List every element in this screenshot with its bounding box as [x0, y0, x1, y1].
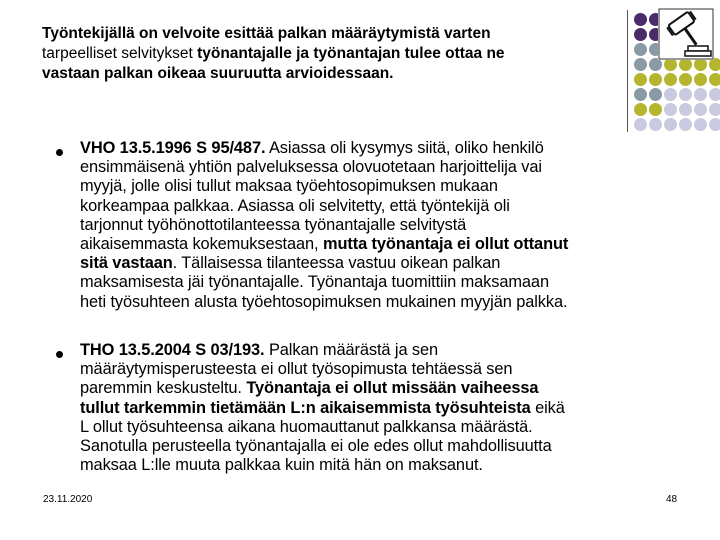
text-line — [42, 24, 612, 44]
text-line — [80, 254, 690, 273]
text-line — [80, 197, 690, 216]
text-line — [80, 216, 690, 235]
text-line — [80, 235, 690, 254]
bold-text-run: vastaan palkan oikeaa suuruutta arvioidessaan. — [42, 65, 394, 82]
slide-title — [42, 24, 612, 84]
bullet-paragraph-vho — [80, 139, 690, 312]
bold-text-run: Työnantaja ei ollut missään vaiheessa — [246, 379, 539, 398]
decorative-dot — [679, 118, 692, 131]
text-run: L ollut työsuhteensa aikana huomauttanut palkkansa määrästä. — [80, 417, 533, 436]
text-run: maksamisesta jäi työnantajalle. Työnantaja tuomittiin maksamaan — [80, 273, 549, 292]
bold-text-run: mutta työnantaja ei ollut ottanut — [322, 235, 569, 254]
decorative-dot — [634, 58, 647, 71]
text-line — [80, 177, 690, 196]
decorative-dot — [694, 103, 707, 116]
text-line — [80, 456, 690, 475]
decorative-dot — [694, 73, 707, 86]
decorative-dot — [679, 73, 692, 86]
bold-text-run: Työntekijällä on velvoite esittää palkan määräytymistä varten — [42, 25, 491, 42]
bullet-marker — [56, 351, 63, 358]
decorative-dot — [649, 88, 662, 101]
text-line — [80, 273, 690, 292]
text-run: korkeampaa palkkaa. Asiassa oli selvitetty, että työntekijä oli — [80, 196, 510, 215]
text-line — [42, 64, 612, 84]
text-line — [80, 379, 690, 398]
gavel-icon — [658, 8, 714, 60]
decorative-dot — [634, 43, 647, 56]
text-run: heti työsuhteen alusta työehtosopimuksen mukainen myyjän palkka. — [80, 292, 568, 311]
decorative-dot — [649, 73, 662, 86]
decorative-dot — [709, 73, 720, 86]
decorative-dot — [664, 73, 677, 86]
text-line — [80, 437, 690, 456]
bold-text-run: sitä vastaan — [80, 254, 173, 273]
decorative-dot — [694, 88, 707, 101]
footer-date: 23.11.2020 — [43, 494, 93, 505]
text-line — [80, 399, 690, 418]
text-run: tarpeelliset selvitykset — [42, 45, 198, 62]
text-line — [42, 44, 612, 64]
decorative-dot — [649, 118, 662, 131]
decorative-dot — [634, 13, 647, 26]
decorative-dot — [709, 88, 720, 101]
bold-text-run: THO 13.5.2004 S 03/193. — [80, 341, 265, 359]
text-run: myyjä, jolle olisi tullut maksaa työehtosopimuksen mukaan — [80, 177, 498, 196]
bold-text-run: VHO 13.5.1996 S 95/487. — [80, 139, 266, 157]
decorative-dot — [664, 103, 677, 116]
text-line — [80, 293, 690, 312]
bold-text-run: tullut tarkemmin tietämään L:n aikaisemmista työsuhteista — [80, 398, 531, 417]
text-run: ensimmäisenä yhtiön palveluksessa olovuotetaan harjoittelija vai — [80, 158, 542, 177]
decorative-dot — [634, 73, 647, 86]
bold-text-run: työnantajalle ja työnantajan tulee ottaa ne — [197, 45, 505, 62]
decorative-dot — [634, 118, 647, 131]
text-line — [80, 360, 690, 379]
text-line — [80, 418, 690, 437]
decorative-dot — [709, 103, 720, 116]
text-run: Palkan määrästä ja sen — [264, 341, 439, 359]
decorative-dot — [634, 103, 647, 116]
text-run: aikaisemmasta kokemuksestaan, — [80, 235, 323, 254]
decorative-dot — [634, 88, 647, 101]
decorative-dot — [694, 118, 707, 131]
text-line — [80, 341, 690, 360]
text-run: tarjonnut työhönottotilanteessa työnantajalle selvitystä — [80, 215, 467, 234]
text-run: . Tällaisessa tilanteessa vastuu oikean palkan — [172, 254, 501, 273]
text-run: paremmin keskusteltu. — [80, 379, 247, 398]
decorative-dot — [649, 103, 662, 116]
decorative-dot — [679, 88, 692, 101]
decorative-dot — [709, 118, 720, 131]
text-run: Sanotulla perusteella työnantajalla ei ole edes ollut mahdollisuutta — [80, 437, 552, 456]
decorative-dot — [664, 118, 677, 131]
bullet-paragraph-tho — [80, 341, 690, 475]
text-run: Asiassa oli kysymys siitä, oliko henkilö — [265, 139, 544, 157]
decorative-dot — [679, 103, 692, 116]
text-line — [80, 158, 690, 177]
header-divider — [627, 10, 628, 132]
page-number: 48 — [666, 494, 678, 505]
text-run: maksaa L:lle muuta palkkaa kuin mitä hän on maksanut. — [80, 456, 483, 475]
decorative-dot — [634, 28, 647, 41]
text-run: eikä — [530, 398, 565, 417]
decorative-dot — [664, 88, 677, 101]
text-run: määräytymisperusteesta ei ollut työsopimusta tehtäessä sen — [80, 360, 513, 379]
bullet-marker — [56, 149, 63, 156]
text-line — [80, 139, 690, 158]
